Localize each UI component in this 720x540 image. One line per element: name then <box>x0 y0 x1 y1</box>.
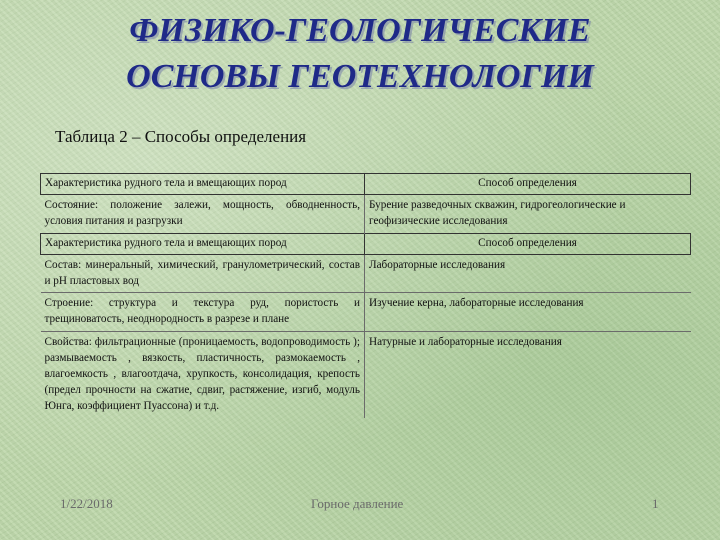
subheader-cell-method: Способ определения <box>365 233 691 254</box>
table-cell-characteristic: Состав: минеральный, химический, гранулометрический, состав и pH пластовых вод <box>41 254 365 293</box>
table-caption: Таблица 2 – Способы определения <box>55 127 307 146</box>
table-cell-method: Лабораторные исследования <box>369 258 506 271</box>
table-row <box>41 293 691 332</box>
header-cell-characteristic: Характеристика рудного тела и вмещающих пород <box>41 174 365 195</box>
slide-title-line-2: ОСНОВЫ ГЕОТЕХНОЛОГИИ <box>126 58 594 95</box>
header-cell-method: Способ определения <box>365 174 691 195</box>
slide-title <box>0 8 720 100</box>
table-cell-characteristic: Строение: структура и текстура руд, пористость и трещиноватость, неоднородность в разрезе и плане <box>41 293 365 332</box>
table-cell-method: Бурение разведочных скважин, гидрогеологические и геофизические исследования <box>369 198 626 227</box>
table-row <box>41 254 691 293</box>
table-cell-method: Натурные и лабораторные исследования <box>365 332 691 418</box>
table-header-row <box>41 174 691 195</box>
subheader-cell-characteristic: Характеристика рудного тела и вмещающих пород <box>41 233 365 254</box>
table-cell-method: Изучение керна, лабораторные исследования <box>365 293 691 332</box>
methods-table <box>40 173 691 418</box>
table-cell-characteristic: Состояние: положение залежи, мощность, обводненность, условия питания и разгрузки <box>41 194 365 233</box>
table-row <box>41 194 691 233</box>
table-row <box>41 332 691 418</box>
footer-page-number: 1 <box>652 496 659 511</box>
slide-title-line-1: ФИЗИКО-ГЕОЛОГИЧЕСКИЕ <box>129 12 591 49</box>
footer-date: 1/22/2018 <box>60 496 113 511</box>
table-subheader-row <box>41 233 691 254</box>
footer-title: Горное давление <box>311 496 404 511</box>
table-cell-characteristic: Свойства: фильтрационные (проницаемость, водопроводимость ); размываемость , вязкость, пластичность, размокаемость , влагоемкость , влагоотдача, хрупкость, консолидация, крепость (предел прочности на сжатие, сдвиг, растяжение, изгиб, модуль Юнга, коэффициент Пуассона) и т.д. <box>41 332 365 418</box>
